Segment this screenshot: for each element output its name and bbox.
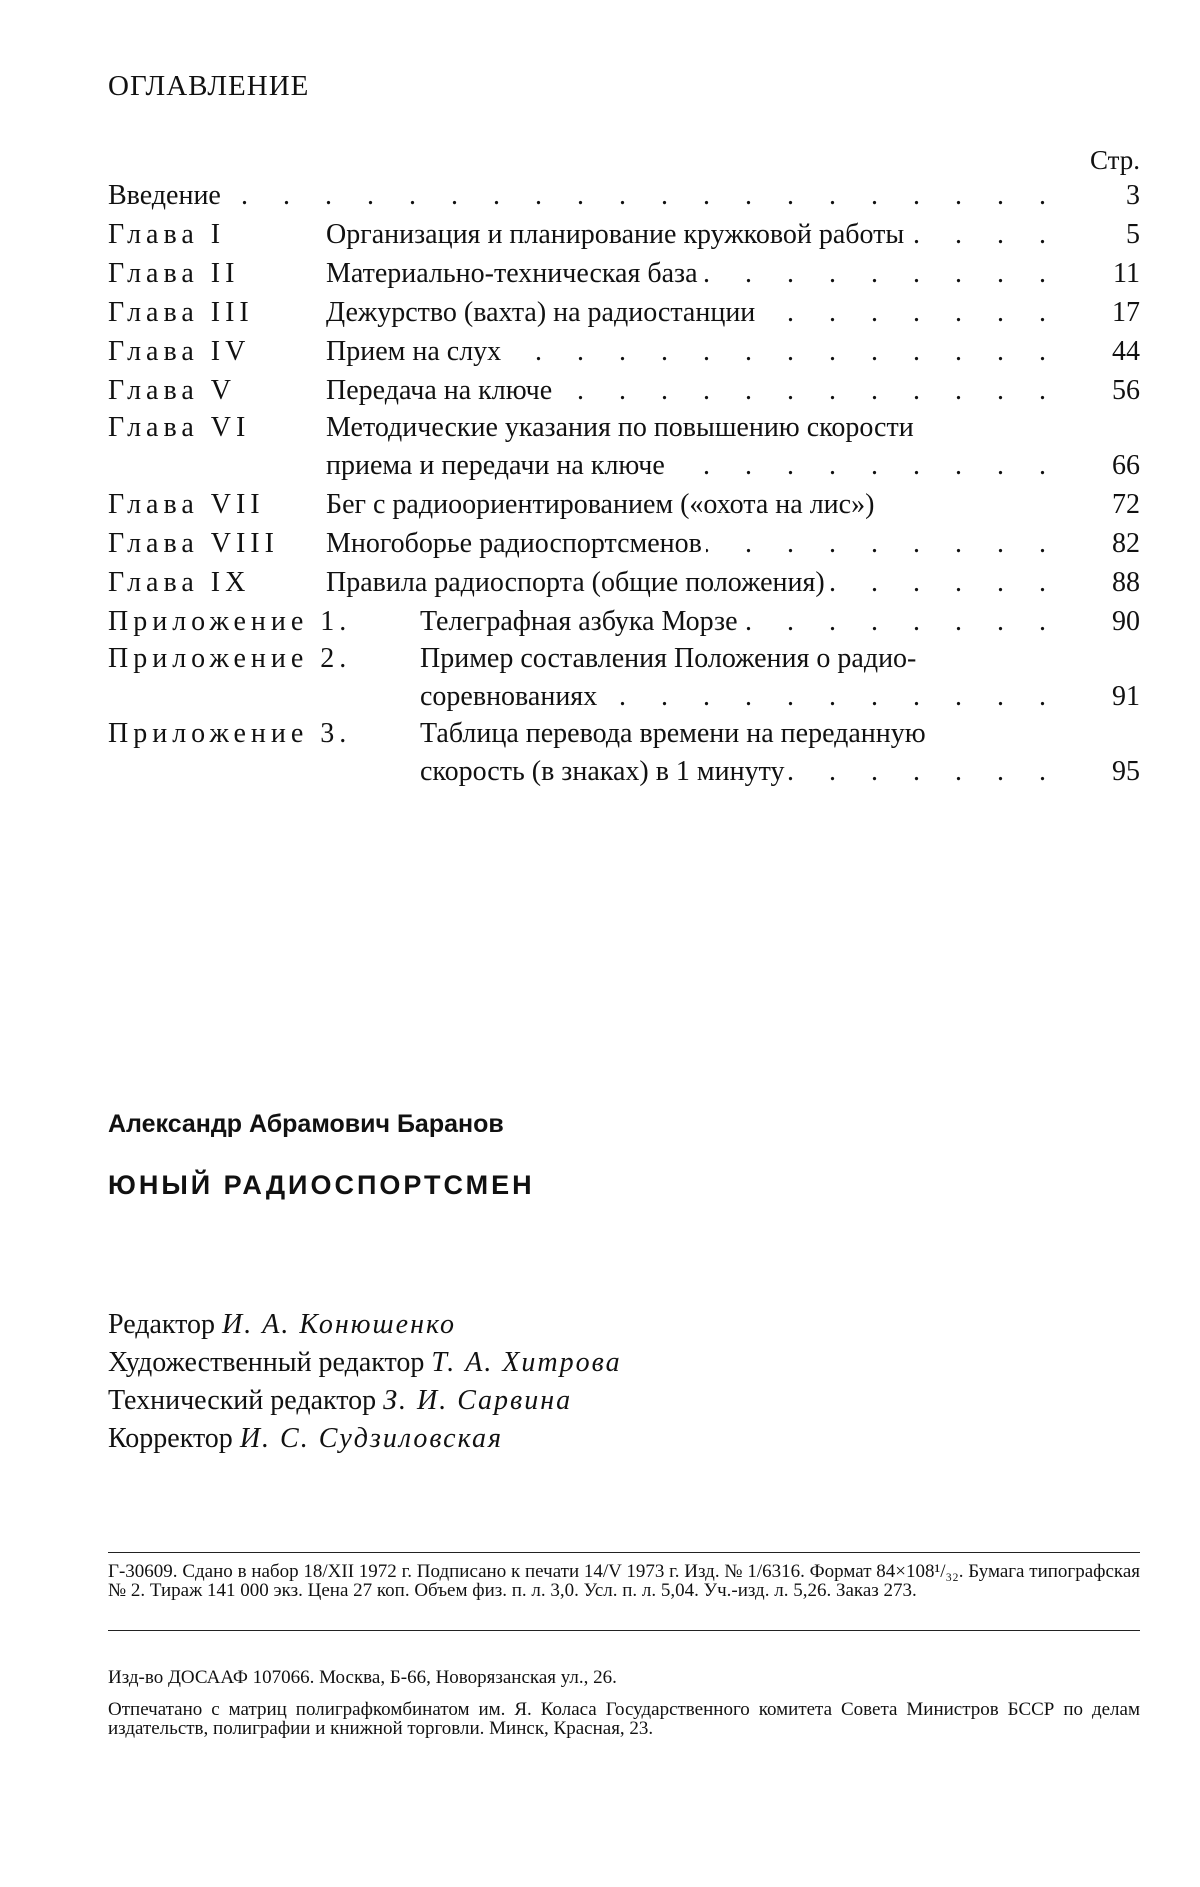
toc-page-number: 5 (1080, 215, 1140, 254)
dot-leader: . . . . . . . . . (669, 446, 1060, 485)
credit-role: Корректор (108, 1423, 233, 1454)
toc-appendix-label: Приложение 3. (108, 716, 351, 752)
toc-entry-text: Таблица перевода времени на переданную (420, 716, 930, 752)
toc-entry-chapter-6 (108, 410, 1140, 446)
toc-chapter-label: Глава VIII (108, 524, 279, 563)
toc-entry-text: Материально-техническая база (326, 254, 702, 293)
toc-chapter-label: Глава IV (108, 332, 250, 371)
toc-entry-chapter-5 (108, 371, 1140, 410)
toc-page-number: 66 (1080, 446, 1140, 485)
toc-entry-text: скорость (в знаках) в 1 минуту (420, 752, 788, 791)
page-column-label: Стр. (1056, 145, 1140, 176)
toc-page-number: 90 (1080, 602, 1140, 641)
imprint-publisher: Изд-во ДОСААФ 107066. Москва, Б-66, Новорязанская ул., 26. (108, 1668, 1140, 1687)
toc-entry-text: Пример составления Положения о радио- (420, 641, 920, 677)
toc-entry-text: Организация и планирование кружковой работы (326, 215, 908, 254)
toc-entry-chapter-1 (108, 215, 1140, 254)
toc-entry-text: Правила радиоспорта (общие положения) (326, 563, 829, 602)
toc-page-number: 44 (1080, 332, 1140, 371)
toc-chapter-label: Глава II (108, 254, 239, 293)
toc-page-number: 11 (1080, 254, 1140, 293)
toc-entry-text: Дежурство (вахта) на радиостанции (326, 293, 759, 332)
toc-entry-chapter-3 (108, 293, 1140, 332)
credit-role: Редактор (108, 1309, 215, 1340)
toc-page-number: 88 (1080, 563, 1140, 602)
toc-entry-chapter-9 (108, 563, 1140, 602)
toc-entry-text: Телеграфная азбука Морзе (420, 602, 742, 641)
author-name: Александр Абрамович Баранов (108, 1110, 504, 1139)
imprint-printer: Отпечатано с матриц полиграфкомбинатом им. Я. Коласа Государственного комитета Совета Министров БССР по делам издательств, полиграфии и книжной торговли. Минск, Красная, 23. (108, 1700, 1140, 1738)
toc-entry-appendix-1 (108, 602, 1140, 641)
toc-page-number: 17 (1080, 293, 1140, 332)
toc-appendix-label: Приложение 1. (108, 602, 351, 641)
dot-leader: . . . . . . . . . (702, 254, 1060, 293)
credit-art-editor (108, 1344, 622, 1382)
toc-chapter-label: Глава I (108, 215, 225, 254)
credit-technical-editor (108, 1382, 622, 1420)
toc-entry-chapter-8 (108, 524, 1140, 563)
credit-person: З. И. Сарвина (383, 1385, 572, 1416)
toc-entry-text: Многоборье радиоспортсменов (326, 524, 706, 563)
toc-page-number: 72 (1080, 485, 1140, 524)
toc-entry-introduction (108, 176, 1140, 215)
dot-leader: . . . . . . . . . . . (601, 677, 1060, 716)
table-of-contents (108, 176, 1140, 791)
dot-leader: . . . . . . . . (706, 524, 1060, 563)
divider-top (108, 1552, 1140, 1553)
toc-chapter-label: Глава IX (108, 563, 250, 602)
credit-editor (108, 1306, 622, 1344)
toc-appendix-label: Приложение 2. (108, 641, 351, 677)
credit-proofreader (108, 1420, 622, 1458)
toc-entry-text: Бег с радиоориентированием («охота на лис») (326, 485, 878, 524)
imprint-print-details: Г-30609. Сдано в набор 18/XII 1972 г. Подписано к печати 14/V 1973 г. Изд. № 1/6316. Формат 84×108¹/₃₂. Бумага типографская № 2. Тираж 141 000 экз. Цена 27 коп. Объем физ. п. л. 3,0. Усл. п. л. 5,04. Уч.-изд. л. 5,26. Заказ 273. (108, 1562, 1140, 1600)
toc-chapter-label: Глава VI (108, 410, 250, 446)
toc-entry-appendix-2 (108, 641, 1140, 677)
toc-entry-appendix-3-continued (108, 752, 1140, 791)
credit-role: Технический редактор (108, 1385, 376, 1416)
divider-middle (108, 1630, 1140, 1631)
toc-entry-chapter-7 (108, 485, 1140, 524)
credit-person: Т. А. Хитрова (431, 1347, 621, 1378)
dot-leader: . . . . . . (829, 563, 1060, 602)
toc-chapter-label: Глава VII (108, 485, 265, 524)
book-title: ЮНЫЙ РАДИОСПОРТСМЕН (108, 1170, 535, 1201)
toc-title: ОГЛАВЛЕНИЕ (108, 70, 309, 103)
credit-person: И. С. Судзиловская (240, 1423, 503, 1454)
toc-entry-text: Передача на ключе (326, 371, 556, 410)
dot-leader: . . . . . . . . . . . . (556, 371, 1060, 410)
toc-entry-text: соревнованиях (420, 677, 601, 716)
toc-entry-chapter-4 (108, 332, 1140, 371)
dot-leader: . . . . . . . (788, 752, 1060, 791)
toc-entry-text: Прием на слух (326, 332, 505, 371)
book-page (0, 0, 1200, 1887)
dot-leader: . . . . . . . (759, 293, 1060, 332)
credits-block (108, 1306, 622, 1458)
dot-leader: . . . . . . . . . . . . . . . . . . . . (225, 176, 1060, 215)
toc-entry-chapter-2 (108, 254, 1140, 293)
toc-page-number: 3 (1080, 176, 1140, 215)
toc-chapter-label: Глава III (108, 293, 254, 332)
dot-leader: . . . . . . . . (742, 602, 1060, 641)
toc-entry-text: приема и передачи на ключе (326, 446, 669, 485)
toc-page-number: 56 (1080, 371, 1140, 410)
dot-leader: . . . . . . . . . . . . . (505, 332, 1060, 371)
dot-leader: . . . . (908, 215, 1060, 254)
credit-role: Художественный редактор (108, 1347, 424, 1378)
toc-page-number: 95 (1080, 752, 1140, 791)
toc-entry-text: Методические указания по повышению скорости (326, 410, 918, 446)
toc-chapter-label: Глава V (108, 371, 236, 410)
credit-person: И. А. Конюшенко (222, 1309, 456, 1340)
toc-page-number: 82 (1080, 524, 1140, 563)
toc-entry-appendix-2-continued (108, 677, 1140, 716)
toc-entry-chapter-6-continued (108, 446, 1140, 485)
toc-entry-text: Введение (108, 176, 225, 215)
toc-page-number: 91 (1080, 677, 1140, 716)
toc-entry-appendix-3 (108, 716, 1140, 752)
